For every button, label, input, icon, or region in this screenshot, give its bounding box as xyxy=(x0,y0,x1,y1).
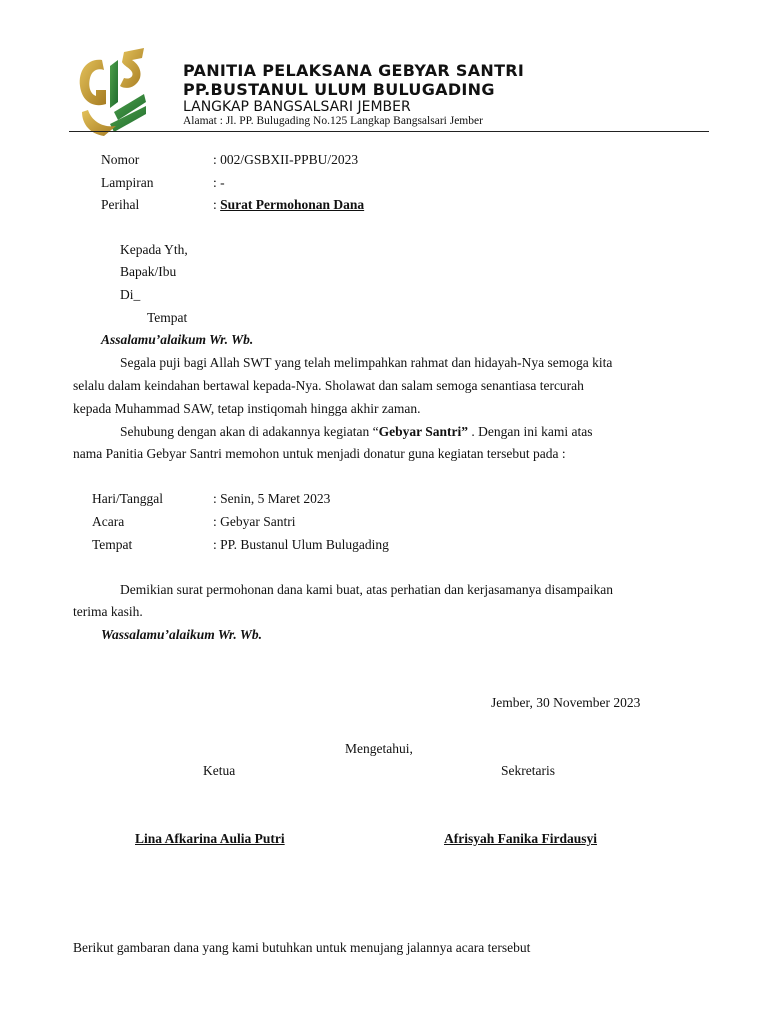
signature-name-secretary: Afrisyah Fanika Firdausyi xyxy=(444,831,598,846)
closing-line2: terima kasih. xyxy=(73,604,143,619)
meta-label-perihal: Perihal xyxy=(101,197,140,212)
event-value-place: : PP. Bustanul Ulum Bulugading xyxy=(213,537,389,552)
signature-name-chair: Lina Afkarina Aulia Putri xyxy=(135,831,285,846)
recipient-line-2: Bapak/Ibu xyxy=(120,264,177,279)
meta-value-perihal xyxy=(213,197,364,213)
meta-label-nomor: Nomor xyxy=(101,152,140,167)
header-divider xyxy=(69,131,709,132)
meta-value-nomor: : 002/GSBXII-PPBU/2023 xyxy=(213,152,359,167)
header-address: Alamat : Jl. PP. Bulugading No.125 Langkap Bangsalsari Jember xyxy=(183,115,483,127)
event-label-acara: Acara xyxy=(92,514,125,529)
body-p2-event: Gebyar Santri” xyxy=(378,424,469,439)
organization-logo xyxy=(74,46,150,138)
meta-label-lampiran: Lampiran xyxy=(101,175,154,190)
meta-value-lampiran: : - xyxy=(213,175,225,190)
signature-role-chair: Ketua xyxy=(203,763,236,778)
header-subtitle: PP.BUSTANUL ULUM BULUGADING xyxy=(183,80,495,99)
body-p1-line2: selalu dalam keindahan bertawal kepada-Nya. Sholawat dan salam semoga senantiasa tercurah xyxy=(73,378,584,393)
closing-salam: Wassalamu’alaikum Wr. Wb. xyxy=(101,627,263,642)
header-title: PANITIA PELAKSANA GEBYAR SANTRI xyxy=(183,61,525,80)
footer-note: Berikut gambaran dana yang kami butuhkan untuk menujang jalannya acara tersebut xyxy=(73,940,531,955)
closing-line1: Demikian surat permohonan dana kami buat, atas perhatian dan kerjasamanya disampaikan xyxy=(120,582,613,597)
body-p2-line1 xyxy=(120,424,593,440)
event-label-date: Hari/Tanggal xyxy=(92,491,164,506)
event-value-date: : Senin, 5 Maret 2023 xyxy=(213,491,331,506)
body-p2-line2: nama Panitia Gebyar Santri memohon untuk menjadi donatur guna kegiatan tersebut pada : xyxy=(73,446,566,461)
opening-greeting: Assalamu’alaikum Wr. Wb. xyxy=(101,332,254,347)
signature-acknowledged: Mengetahui, xyxy=(345,741,413,756)
header-location: LANGKAP BANGSALSARI JEMBER xyxy=(183,99,411,115)
recipient-line-1: Kepada Yth, xyxy=(120,242,188,257)
signature-role-secretary: Sekretaris xyxy=(501,763,555,778)
event-label-place: Tempat xyxy=(92,537,133,552)
perihal-subject: Surat Permohonan Dana xyxy=(220,197,365,212)
body-p1-line3: kepada Muhammad SAW, tetap instiqomah hingga akhir zaman. xyxy=(73,401,421,416)
event-value-acara: : Gebyar Santri xyxy=(213,514,296,529)
body-p1-line1: Segala puji bagi Allah SWT yang telah melimpahkan rahmat dan hidayah-Nya semoga kita xyxy=(120,355,613,370)
recipient-line-3: Di_ xyxy=(120,287,141,302)
recipient-line-4: Tempat xyxy=(147,310,188,325)
body-p2-post: . Dengan ini kami atas xyxy=(468,424,593,439)
perihal-prefix: : xyxy=(213,197,221,212)
signature-date: Jember, 30 November 2023 xyxy=(491,695,641,710)
body-p2-pre: Sehubung dengan akan di adakannya kegiatan “ xyxy=(120,424,379,439)
